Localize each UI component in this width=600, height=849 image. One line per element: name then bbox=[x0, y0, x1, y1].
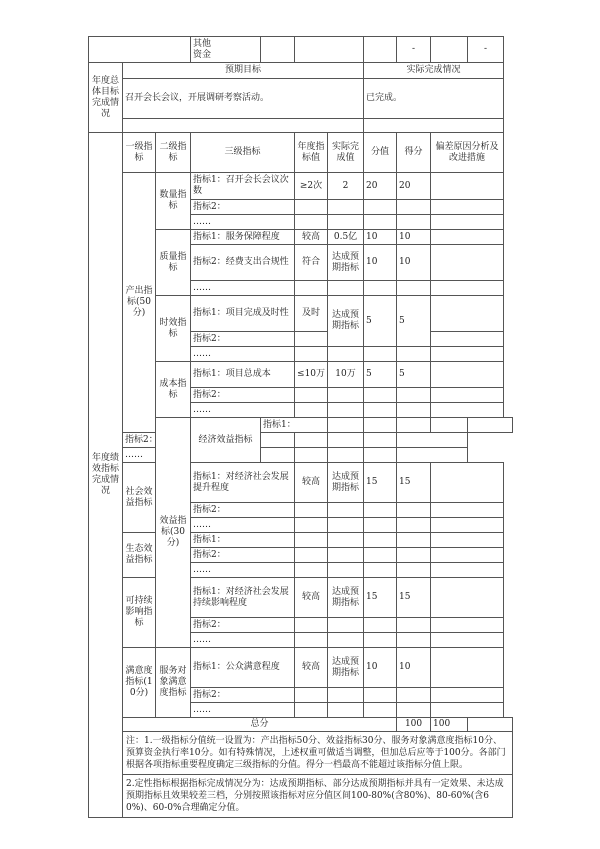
score-value: 15 bbox=[364, 578, 397, 618]
blank-cell bbox=[295, 347, 328, 362]
score-value: 15 bbox=[364, 463, 397, 503]
score-value: 5 bbox=[364, 296, 397, 347]
blank-cell bbox=[364, 703, 397, 718]
blank-cell bbox=[431, 281, 504, 296]
group-social: 社会效益指标 bbox=[123, 463, 156, 533]
indicator-name: 指标2：经费支出合规性 bbox=[191, 245, 295, 281]
got-value: 10 bbox=[397, 245, 431, 281]
blank-cell bbox=[364, 503, 397, 518]
blank-cell bbox=[364, 200, 397, 215]
indicator-name: 指标2： bbox=[191, 200, 295, 215]
indicator-name: 指标2： bbox=[123, 433, 191, 448]
blank-cell bbox=[328, 418, 364, 433]
blank-cell bbox=[295, 403, 328, 418]
blank-cell bbox=[431, 563, 504, 578]
got-value: 5 bbox=[397, 296, 431, 347]
total-label: 总分 bbox=[123, 718, 397, 732]
indicator-name: …… bbox=[191, 703, 295, 718]
indicator-name: 指标1：对经济社会发展提升程度 bbox=[191, 463, 295, 503]
performance-table-sheet bbox=[88, 36, 513, 818]
note-row-2 bbox=[89, 775, 513, 818]
got-value: 15 bbox=[397, 463, 431, 503]
blank-cell bbox=[468, 418, 513, 433]
blank-cell bbox=[328, 503, 364, 518]
dash-cell: - bbox=[468, 37, 504, 63]
blank-cell bbox=[431, 688, 504, 703]
blank-cell bbox=[431, 518, 504, 533]
blank-cell bbox=[397, 563, 431, 578]
blank-cell bbox=[431, 388, 504, 403]
blank-cell bbox=[364, 548, 397, 563]
blank-cell bbox=[295, 548, 328, 563]
header-score: 分值 bbox=[364, 133, 397, 173]
blank-cell bbox=[397, 281, 431, 296]
indicator-name: 指标1： bbox=[191, 533, 295, 548]
actual-value: 达成预期指标 bbox=[328, 648, 364, 688]
note-row-1 bbox=[89, 732, 513, 775]
reason-cell bbox=[431, 173, 504, 200]
indicator-name: …… bbox=[191, 403, 295, 418]
overall-header-row bbox=[89, 63, 513, 79]
table-row bbox=[89, 578, 513, 618]
blank-cell bbox=[328, 618, 364, 633]
blank-cell bbox=[431, 418, 468, 433]
reason-cell bbox=[431, 245, 504, 281]
blank-cell bbox=[295, 633, 328, 648]
overall-section-label: 年度总体目标完成情况 bbox=[89, 63, 123, 133]
actual-value: 达成预期指标 bbox=[328, 245, 364, 281]
blank-cell bbox=[397, 448, 468, 463]
note-1: 注：1.一级指标分值统一设置为：产出指标50分、效益指标30分、服务对象满意度指标10分、预算资金执行率10分。如有特殊情况，上述权重可做适当调整，但加总后应等于100分。各部门根据各项指标重要程度确定三级指标的分值。得分一档最高不能超过该指标分值上限。 bbox=[123, 732, 513, 775]
indicator-name: 指标1：项目完成及时性 bbox=[191, 296, 295, 332]
perf-section-label: 年度绩效指标完成情况 bbox=[89, 133, 123, 818]
indicator-name: 指标1： bbox=[261, 418, 328, 433]
other-funds-label bbox=[191, 37, 261, 63]
blank-cell bbox=[295, 688, 328, 703]
indicator-name: 指标2： bbox=[191, 688, 295, 703]
annual-value: ≥2次 bbox=[295, 173, 328, 200]
group-cost: 成本指标 bbox=[156, 362, 191, 418]
performance-table bbox=[88, 36, 513, 818]
got-value: 10 bbox=[397, 648, 431, 688]
got-value: 15 bbox=[397, 578, 431, 618]
blank-cell bbox=[397, 418, 431, 433]
expected-header: 预期目标 bbox=[123, 63, 364, 79]
blank-cell bbox=[468, 718, 513, 732]
indicator-name: 指标1：公众满意程度 bbox=[191, 648, 295, 688]
blank-cell bbox=[364, 563, 397, 578]
blank-cell bbox=[261, 448, 295, 463]
blank-cell bbox=[431, 618, 504, 633]
blank-cell bbox=[397, 433, 468, 448]
blank-cell bbox=[364, 418, 397, 433]
reason-cell bbox=[431, 578, 504, 618]
blank-cell bbox=[397, 388, 431, 403]
note-2: 2.定性指标根据指标完成情况分为：达成预期指标、部分达成预期指标并具有一定效果、未达成预期指标且效果较差三档，分别按照该指标对应分值区间100-80%(含80%)、80-60%(含60%)、60-0%合理确定分值。 bbox=[123, 775, 513, 818]
table-row bbox=[89, 173, 513, 200]
group-economic: 经济效益指标 bbox=[191, 418, 261, 463]
benefit-label: 效益指标(30分) bbox=[156, 418, 191, 648]
actual-text: 已完成。 bbox=[364, 79, 504, 119]
blank-cell bbox=[431, 703, 504, 718]
table-row bbox=[89, 648, 513, 688]
indicator-name: …… bbox=[191, 347, 295, 362]
blank-cell bbox=[328, 200, 364, 215]
indicator-name: …… bbox=[191, 563, 295, 578]
indicator-name: 指标2： bbox=[191, 548, 295, 563]
indicator-name: …… bbox=[123, 448, 191, 463]
blank-cell bbox=[397, 703, 431, 718]
blank-cell bbox=[431, 403, 504, 418]
blank-cell bbox=[328, 215, 364, 230]
total-row bbox=[89, 718, 513, 732]
group-quantity: 数量指标 bbox=[156, 173, 191, 230]
blank-cell bbox=[328, 281, 364, 296]
indicator-name: 指标1：服务保障程度 bbox=[191, 230, 295, 245]
annual-value: 较高 bbox=[295, 648, 328, 688]
blank-cell bbox=[328, 347, 364, 362]
header-reason: 偏差原因分析及改进措施 bbox=[431, 133, 504, 173]
blank-cell bbox=[397, 618, 431, 633]
blank-cell bbox=[364, 215, 397, 230]
blank-cell bbox=[397, 688, 431, 703]
actual-value: 0.5亿 bbox=[328, 230, 364, 245]
score-value: 10 bbox=[364, 230, 397, 245]
indicator-name: 指标2： bbox=[191, 388, 295, 403]
blank-cell bbox=[431, 533, 504, 548]
blank-cell bbox=[295, 703, 328, 718]
blank-cell bbox=[328, 388, 364, 403]
blank-cell bbox=[295, 37, 364, 63]
indicator-name: 指标1：项目总成本 bbox=[191, 362, 295, 388]
total-got: 100 bbox=[431, 718, 468, 732]
reason-cell bbox=[431, 463, 504, 503]
score-value: 20 bbox=[364, 173, 397, 200]
blank-cell bbox=[364, 433, 397, 448]
actual-value: 10万 bbox=[328, 362, 364, 388]
annual-value: 符合 bbox=[295, 245, 328, 281]
actual-value: 达成预期指标 bbox=[328, 578, 364, 618]
reason-cell bbox=[431, 362, 504, 388]
blank-cell bbox=[328, 563, 364, 578]
header-level3: 三级指标 bbox=[191, 133, 295, 173]
blank-cell bbox=[295, 533, 328, 548]
header-actual: 实际完成值 bbox=[328, 133, 364, 173]
blank-cell bbox=[295, 433, 328, 448]
indicator-name: …… bbox=[191, 518, 295, 533]
blank-cell bbox=[431, 215, 504, 230]
blank-cell bbox=[328, 688, 364, 703]
output-label: 产出指标(50分) bbox=[123, 173, 156, 433]
group-eco: 生态效益指标 bbox=[123, 533, 156, 578]
blank-cell bbox=[364, 618, 397, 633]
blank-cell bbox=[397, 503, 431, 518]
blank-cell bbox=[89, 37, 191, 63]
indicator-name: 指标2： bbox=[191, 618, 295, 633]
blank-cell bbox=[295, 200, 328, 215]
reason-cell bbox=[431, 648, 504, 688]
indicator-header-row bbox=[89, 133, 513, 173]
reason-cell bbox=[431, 230, 504, 245]
blank-cell bbox=[397, 215, 431, 230]
indicator-name: …… bbox=[191, 215, 295, 230]
blank-cell bbox=[431, 200, 504, 215]
dash-cell: - bbox=[397, 37, 431, 63]
blank-cell bbox=[397, 548, 431, 563]
blank-cell bbox=[328, 433, 364, 448]
table-row bbox=[89, 463, 513, 503]
blank-cell bbox=[261, 433, 295, 448]
blank-cell bbox=[295, 332, 328, 347]
reason-cell bbox=[431, 296, 504, 332]
blank-cell bbox=[364, 347, 397, 362]
score-value: 10 bbox=[364, 648, 397, 688]
blank-cell bbox=[328, 403, 364, 418]
blank-cell bbox=[397, 403, 431, 418]
blank-cell bbox=[364, 388, 397, 403]
blank-cell bbox=[364, 533, 397, 548]
blank-cell bbox=[364, 119, 504, 133]
blank-cell bbox=[364, 281, 397, 296]
other-funds-text: 其他 资金 bbox=[193, 38, 212, 60]
blank-cell bbox=[431, 347, 504, 362]
blank-cell bbox=[328, 533, 364, 548]
actual-header: 实际完成情况 bbox=[364, 63, 504, 79]
blank-cell bbox=[295, 618, 328, 633]
actual-value: 达成预期指标 bbox=[328, 463, 364, 503]
table-row bbox=[89, 533, 513, 548]
blank-cell bbox=[364, 518, 397, 533]
blank-cell bbox=[295, 388, 328, 403]
group-sustain: 可持续影响指标 bbox=[123, 578, 156, 648]
blank-cell bbox=[364, 448, 397, 463]
blank-cell bbox=[364, 688, 397, 703]
annual-value: 较高 bbox=[295, 463, 328, 503]
blank-cell bbox=[295, 281, 328, 296]
blank-cell bbox=[295, 563, 328, 578]
blank-cell bbox=[397, 200, 431, 215]
score-value: 5 bbox=[364, 362, 397, 388]
overall-spacer-row bbox=[89, 119, 513, 133]
satisfaction-label: 满意度指标(10分) bbox=[123, 648, 156, 718]
got-value: 5 bbox=[397, 362, 431, 388]
overall-content-row bbox=[89, 79, 513, 119]
indicator-name: …… bbox=[191, 633, 295, 648]
blank-cell bbox=[261, 37, 295, 63]
actual-value: 达成预期指标 bbox=[328, 296, 364, 347]
got-value: 10 bbox=[397, 230, 431, 245]
blank-cell bbox=[431, 548, 504, 563]
blank-cell bbox=[397, 347, 431, 362]
indicator-name: 指标1：召开会长会议次数 bbox=[191, 173, 295, 200]
blank-cell bbox=[123, 119, 364, 133]
blank-cell bbox=[364, 633, 397, 648]
table-row bbox=[89, 448, 513, 463]
annual-value: 较高 bbox=[295, 578, 328, 618]
indicator-name: …… bbox=[191, 281, 295, 296]
blank-cell bbox=[328, 518, 364, 533]
score-value: 10 bbox=[364, 245, 397, 281]
blank-cell bbox=[431, 37, 468, 63]
blank-cell bbox=[364, 37, 397, 63]
table-row bbox=[89, 433, 513, 448]
blank-cell bbox=[295, 215, 328, 230]
blank-cell bbox=[431, 332, 504, 347]
blank-cell bbox=[397, 518, 431, 533]
blank-cell bbox=[397, 633, 431, 648]
blank-cell bbox=[328, 448, 364, 463]
annual-value: 及时 bbox=[295, 296, 328, 332]
expected-text: 召开会长会议，开展调研考察活动。 bbox=[123, 79, 364, 119]
header-annual: 年度指标值 bbox=[295, 133, 328, 173]
indicator-name: 指标2： bbox=[191, 503, 295, 518]
blank-cell bbox=[397, 533, 431, 548]
group-service: 服务对象满意度指标 bbox=[156, 648, 191, 718]
got-value: 20 bbox=[397, 173, 431, 200]
blank-cell bbox=[431, 503, 504, 518]
blank-cell bbox=[364, 403, 397, 418]
blank-cell bbox=[431, 633, 504, 648]
actual-value: 2 bbox=[328, 173, 364, 200]
header-level1: 一级指标 bbox=[123, 133, 156, 173]
blank-cell bbox=[295, 518, 328, 533]
other-funds-row bbox=[89, 37, 513, 63]
blank-cell bbox=[328, 633, 364, 648]
header-got: 得分 bbox=[397, 133, 431, 173]
group-time: 时效指标 bbox=[156, 296, 191, 362]
annual-value: ≤10万 bbox=[295, 362, 328, 388]
annual-value: 较高 bbox=[295, 230, 328, 245]
blank-cell bbox=[295, 448, 328, 463]
total-score: 100 bbox=[397, 718, 431, 732]
blank-cell bbox=[295, 503, 328, 518]
group-quality: 质量指标 bbox=[156, 230, 191, 296]
header-level2: 二级指标 bbox=[156, 133, 191, 173]
blank-cell bbox=[328, 703, 364, 718]
blank-cell bbox=[328, 548, 364, 563]
indicator-name: 指标2： bbox=[191, 332, 295, 347]
indicator-name: 指标1：对经济社会发展持续影响程度 bbox=[191, 578, 295, 618]
